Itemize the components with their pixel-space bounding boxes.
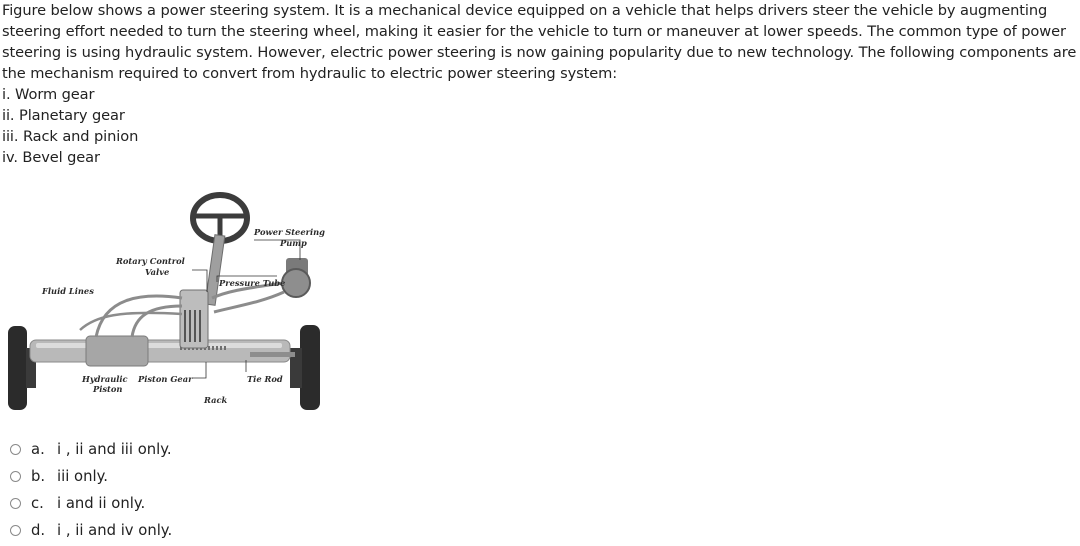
component-item: ii. Planetary gear xyxy=(2,107,125,124)
option-letter: d. xyxy=(31,522,46,539)
radio-button[interactable] xyxy=(10,471,21,482)
label-rack: Rack xyxy=(204,395,228,405)
option-c[interactable] xyxy=(10,490,172,517)
radio-button[interactable] xyxy=(10,444,21,455)
label-pressure-tube: Pressure Tube xyxy=(219,278,286,288)
power-steering-diagram xyxy=(0,180,340,410)
right-wheel xyxy=(300,325,320,410)
option-b[interactable] xyxy=(10,463,172,490)
power-steering-figure xyxy=(0,180,340,410)
option-letter: b. xyxy=(31,468,46,485)
option-d[interactable] xyxy=(10,517,172,544)
piston-section xyxy=(86,336,148,366)
label-pump-line1: Power Steering xyxy=(254,227,325,237)
pump-body xyxy=(282,269,310,297)
option-letter: a. xyxy=(31,441,45,458)
component-item: iii. Rack and pinion xyxy=(2,128,139,145)
answer-options xyxy=(10,436,172,544)
option-a[interactable] xyxy=(10,436,172,463)
label-fluid-lines: Fluid Lines xyxy=(42,286,94,296)
rotary-leader xyxy=(192,270,207,292)
right-tie-rod xyxy=(250,352,295,357)
question-text xyxy=(2,0,1078,168)
label-hydraulic-line1: Hydraulic xyxy=(82,374,128,384)
component-item: iv. Bevel gear xyxy=(2,149,100,166)
question-paragraph: Figure below shows a power steering system. It is a mechanical device equipped on a vehicle that helps drivers steer the vehicle by augmenting steering effort needed to turn the steering wheel, making it easier for the vehicle to turn or maneuver at lower speeds. The common type of power steering is using hydraulic system. However, electric power steering is now gaining popularity due to new technology. The following components are the mechanism required to convert from hydraulic to electric power steering system: xyxy=(2,2,1077,82)
label-tie-rod: Tie Rod xyxy=(247,374,283,384)
option-text: iii only. xyxy=(57,468,108,485)
radio-button[interactable] xyxy=(10,525,21,536)
left-wheel xyxy=(8,326,27,410)
label-pump-line2: Pump xyxy=(280,238,307,248)
label-rotary-line2: Valve xyxy=(145,267,170,277)
option-text: i , ii and iii only. xyxy=(57,441,172,458)
rack-housing-highlight xyxy=(36,343,282,348)
label-hydraulic-line2: Piston xyxy=(93,384,123,394)
component-list xyxy=(2,84,1078,168)
label-piston-gear: Piston Gear xyxy=(138,374,193,384)
fluid-line-2 xyxy=(132,306,182,337)
piston-gear-leader xyxy=(193,362,206,378)
fluid-line-3 xyxy=(80,313,182,330)
component-item: i. Worm gear xyxy=(2,86,95,103)
label-rotary-line1: Rotary Control xyxy=(116,256,185,266)
option-text: i , ii and iv only. xyxy=(57,522,173,539)
radio-button[interactable] xyxy=(10,498,21,509)
option-text: i and ii only. xyxy=(57,495,146,512)
option-letter: c. xyxy=(31,495,44,512)
